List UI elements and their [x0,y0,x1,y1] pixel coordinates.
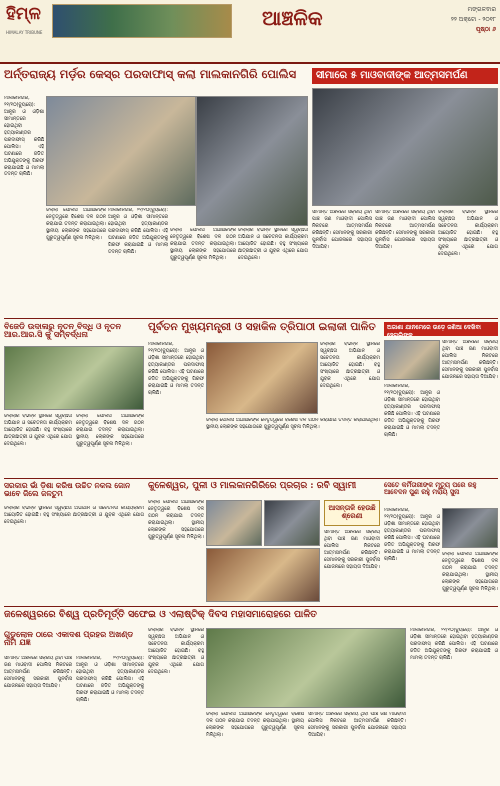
felicitation-headline: ବିଜେଡି ଉଦାଳାରୁ ନୂତନ ବିଦ୍ଧି ଓ ନୂତନ ଆର.ଆର.ସି କୁ ସମ୍ବର୍ଦ୍ଧନା [4,321,122,340]
anniversary-headline: ପୂର୍ବତନ ମୁଖ୍ୟମନ୍ତ୍ରୀ ଓ ସହାକିଳ ତ୍ରିପାଠୀ ଇଲାକୀ ପାଳିତ [148,321,376,333]
felicitation-column-2: ଜିଲ୍ଲା ପୋଲିସ ଅଧୀକ୍ଷକଙ୍କ ନେତୃତ୍ୱରେ ବିଶେଷ ଦଳ ଗଠନ କରାଯାଇ ତଦନ୍ତ କରାଯାଇଥିଲା। ସ୍ଥାନୀୟ ଲୋକଙ୍କ ସହଯୋଗରେ ଗୁରୁତ୍ୱପୂର୍ଣ୍ଣ ସୂଚନା ମିଳିଥିଲା। [76,414,144,447]
surrender-photo [312,88,498,206]
surrender-column-1: ସୀମାନ୍ତ ଅଞ୍ଚଳରେ ସକ୍ରିୟ ଥିବା ପାଞ୍ଚ ଜଣ ମାଓବାଦୀ ପୋଲିସ ନିକଟରେ ଆତ୍ମସମର୍ପଣ କରିଛନ୍ତି। ସେମାନଙ୍କୁ ସରକାରୀ ପୁନର୍ବାସ ଯୋଜନାରେ ସହାୟତା ଦିଆଯିବ। [312,210,372,250]
accident-column-2: ସୀମାନ୍ତ ଅଞ୍ଚଳରେ ସକ୍ରିୟ ଥିବା ପାଞ୍ଚ ଜଣ ମାଓବାଦୀ ପୋଲିସ ନିକଟରେ ଆତ୍ମସମର୍ପଣ କରିଛନ୍ତି। ସେମାନଙ୍କୁ ସରକାରୀ ପୁନର୍ବାସ ଯୋଜନାରେ ସହାୟତା ଦିଆଯିବ। [442,340,498,380]
campaign-photo-3 [206,548,320,602]
lead-column-1: ମାଲକାନଗିରି, ୨୧/୧୦(ବ୍ୟୁରୋ): ଆନ୍ଧ୍ର ଓ ଓଡ଼ିଶା ସୀମାନ୍ତରେ ହୋଇଥିବା ହତ୍ୟାକାଣ୍ଡର ପରଦାଫାସ୍ କରିଛି ପୋଲିସ। ଏହି ଘଟଣାରେ ଜଡିତ ଅଭିଯୁକ୍ତଙ୍କୁ ଗିରଫ କରାଯାଇଛି ଓ ମାମଲା ତଦନ୍ତ ଚାଲିଛି। [4,96,44,178]
column-body: ସୀମାନ୍ତ ଅଞ୍ଚଳରେ ସକ୍ରିୟ ଥିବା ପାଞ୍ଚ ଜଣ ମାଓବାଦୀ ପୋଲିସ ନିକଟରେ ଆତ୍ମସମର୍ପଣ କରିଛନ୍ତି। ସେମାନଙ୍କୁ ସରକାରୀ ପୁନର୍ବାସ ଯୋଜନାରେ ସହାୟତା ଦିଆଯିବ। [324,530,380,570]
lead-column-5: ଜିଲ୍ଲାର ବିଭିନ୍ନ ସ୍ଥାନରେ ସ୍ୱଚ୍ଛତା ଅଭିଯାନ ଓ ସଚେତନତା କାର୍ଯ୍ୟକ୍ରମ ଆୟୋଜିତ ହୋଇଛି। ବହୁ ସଂଖ୍ୟାରେ ଛାତ୍ରଛାତ୍ରୀ ଓ ଯୁବକ ଏଥିରେ ଯୋଗ ଦେଇଥିଲେ। [238,228,308,261]
cleanliness-headline: ଜଳେଶ୍ୱରରେ ବିଶ୍ୱ ପ୍ରତିମୂର୍ତ୍ତି ସଫେଇ ଓ ଏଲାଷ୍ଟିକ୍ ଦିବସ ମହାସମାରୋହରେ ପାଳିତ [4,609,317,620]
anniversary-column-1: ମାଲକାନଗିରି, ୨୧/୧୦(ବ୍ୟୁରୋ): ଆନ୍ଧ୍ର ଓ ଓଡ଼ିଶା ସୀମାନ୍ତରେ ହୋଇଥିବା ହତ୍ୟାକାଣ୍ଡର ପରଦାଫାସ୍ କରିଛି ପୋଲିସ। ଏହି ଘଟଣାରେ ଜଡିତ ଅଭିଯୁକ୍ତଙ୍କୁ ଗିରଫ କରାଯାଇଛି ଓ ମାମଲା ତଦନ୍ତ ଚାଲିଛି। [148,342,204,396]
accident-column-1: ମାଲକାନଗିରି, ୨୧/୧୦(ବ୍ୟୁରୋ): ଆନ୍ଧ୍ର ଓ ଓଡ଼ିଶା ସୀମାନ୍ତରେ ହୋଇଥିବା ହତ୍ୟାକାଣ୍ଡର ପରଦାଫାସ୍ କରିଛି ପୋଲିସ। ଏହି ଘଟଣାରେ ଜଡିତ ଅଭିଯୁକ୍ତଙ୍କୁ ଗିରଫ କରାଯାଇଛି ଓ ମାମଲା ତଦନ୍ତ ଚାଲିଛି। [384,384,440,438]
divider [4,318,498,319]
masthead-banner-image [52,4,232,38]
campaign-headline: କୁଳେଶ୍ୱର, ପୁଳୀ ଓ ମାଲକାନଗିରିରେ ପ୍ରଚାର : ରବି ସ୍ୱାମୀ [148,481,357,491]
campaign-column-1: ଜିଲ୍ଲା ପୋଲିସ ଅଧୀକ୍ଷକଙ୍କ ନେତୃତ୍ୱରେ ବିଶେଷ ଦଳ ଗଠନ କରାଯାଇ ତଦନ୍ତ କରାଯାଇଥିଲା। ସ୍ଥାନୀୟ ଲୋକଙ୍କ ସହଯୋଗରେ ଗୁରୁତ୍ୱପୂର୍ଣ୍ଣ ସୂଚନା ମିଳିଥିଲା। [148,500,204,540]
employee-column-2: ଜିଲ୍ଲା ପୋଲିସ ଅଧୀକ୍ଷକଙ୍କ ନେତୃତ୍ୱରେ ବିଶେଷ ଦଳ ଗଠନ କରାଯାଇ ତଦନ୍ତ କରାଯାଇଥିଲା। ସ୍ଥାନୀୟ ଲୋକଙ୍କ ସହଯୋଗରେ ଗୁରୁତ୍ୱପୂର୍ଣ୍ଣ ସୂଚନା ମିଳିଥିଲା। [442,552,498,592]
dateline [410,4,496,36]
anniversary-column-3: ଜିଲ୍ଲା ପୋଲିସ ଅଧୀକ୍ଷକଙ୍କ ନେତୃତ୍ୱରେ ବିଶେଷ ଦଳ ଗଠନ କରାଯାଇ ତଦନ୍ତ କରାଯାଇଥିଲା। ସ୍ଥାନୀୟ ଲୋକଙ୍କ ସହଯୋଗରେ ଗୁରୁତ୍ୱପୂର୍ଣ୍ଣ ସୂଚନା ମିଳିଥିଲା। [206,418,380,430]
copying-headline: ସରକାର ଭାଁ ଡ଼ିଶା କରିଷ ଉଚ୍ଚିତ ନକଲ ଜୋନ ଭାବେ ଜିଲେ ଜଳତୁମ [4,481,131,498]
lead-photo-2 [196,96,308,226]
issue-date: ୨୨ ଅକ୍ଟୋ - ୨୦୧୮ [450,16,496,23]
newspaper-logo: ହିମ୍ଳ [6,4,41,24]
page-number: ପୃଷ୍ଠା ୬ [475,26,496,33]
logo-tagline: HIMALAY TRIBUNE [6,30,43,35]
felicitation-column-1: ଜିଲ୍ଲାର ବିଭିନ୍ନ ସ୍ଥାନରେ ସ୍ୱଚ୍ଛତା ଅଭିଯାନ ଓ ସଚେତନତା କାର୍ଯ୍ୟକ୍ରମ ଆୟୋଜିତ ହୋଇଛି। ବହୁ ସଂଖ୍ୟାରେ ଛାତ୍ରଛାତ୍ରୀ ଓ ଯୁବକ ଏଥିରେ ଯୋଗ ଦେଇଥିଲେ। [4,414,72,447]
employee-column-1: ମାଲକାନଗିରି, ୨୧/୧୦(ବ୍ୟୁରୋ): ଆନ୍ଧ୍ର ଓ ଓଡ଼ିଶା ସୀମାନ୍ତରେ ହୋଇଥିବା ହତ୍ୟାକାଣ୍ଡର ପରଦାଫାସ୍ କରିଛି ପୋଲିସ। ଏହି ଘଟଣାରେ ଜଡିତ ଅଭିଯୁକ୍ତଙ୍କୁ ଗିରଫ କରାଯାଇଛି ଓ ମାମଲା ତଦନ୍ତ ଚାଲିଛି। [384,508,440,562]
employee-photo [442,508,498,548]
yagna-headline: ଗୁଡୁଲୋଳ ଠାରେ ଏକାଦଶ ପ୍ରହର ଅଖଣ୍ଡ ନାମ ଯଜ୍ଞ [4,629,134,648]
surrender-column-3: ଜିଲ୍ଲାର ବିଭିନ୍ନ ସ୍ଥାନରେ ସ୍ୱଚ୍ଛତା ଅଭିଯାନ ଓ ସଚେତନତା କାର୍ଯ୍ୟକ୍ରମ ଆୟୋଜିତ ହୋଇଛି। ବହୁ ସଂଖ୍ୟାରେ ଛାତ୍ରଛାତ୍ରୀ ଓ ଯୁବକ ଏଥିରେ ଯୋଗ ଦେଇଥିଲେ। [438,210,498,257]
employee-headline: ସେତେ କର୍ମିତାରୀଙ୍କ ମୃତ୍ୟୁ ପରେ ରହୁ ଆବେଦନ ପୁଣ ରହୁ ମରାୟ ସୁନା [384,481,477,496]
divider [4,606,498,607]
surrender-column-2: ସୀମାନ୍ତ ଅଞ୍ଚଳରେ ସକ୍ରିୟ ଥିବା ପାଞ୍ଚ ଜଣ ମାଓବାଦୀ ପୋଲିସ ନିକଟରେ ଆତ୍ମସମର୍ପଣ କରିଛନ୍ତି। ସେମାନଙ୍କୁ ସରକାରୀ ପୁନର୍ବାସ ଯୋଜନାରେ ସହାୟତା ଦିଆଯିବ। [375,210,435,250]
weekday: ମଙ୍ଗଳବାର [467,6,496,13]
anniversary-photo [206,342,318,414]
surrender-headline: ସୀମାରେ ୫ ମାଓବାଦୀଙ୍କ ଆତ୍ମସମର୍ପଣ [312,68,498,84]
yagna-column-1: ସୀମାନ୍ତ ଅଞ୍ଚଳରେ ସକ୍ରିୟ ଥିବା ପାଞ୍ଚ ଜଣ ମାଓବାଦୀ ପୋଲିସ ନିକଟରେ ଆତ୍ମସମର୍ପଣ କରିଛନ୍ତି। ସେମାନଙ୍କୁ ସରକାରୀ ପୁନର୍ବାସ ଯୋଜନାରେ ସହାୟତା ଦିଆଯିବ। [4,656,72,689]
cleanliness-photo [206,628,406,708]
lead-photo [46,96,196,206]
cleanliness-column-4: ମାଲକାନଗିରି, ୨୧/୧୦(ବ୍ୟୁରୋ): ଆନ୍ଧ୍ର ଓ ଓଡ଼ିଶା ସୀମାନ୍ତରେ ହୋଇଥିବା ହତ୍ୟାକାଣ୍ଡର ପରଦାଫାସ୍ କରିଛି ପୋଲିସ। ଏହି ଘଟଣାରେ ଜଡିତ ଅଭିଯୁକ୍ତଙ୍କୁ ଗିରଫ କରାଯାଇଛି ଓ ମାମଲା ତଦନ୍ତ ଚାଲିଛି। [410,628,498,661]
section-title: ଆଞ୍ଚଳିକ [262,6,323,30]
lead-headline: ଅର୍ନ୍ତରାଜ୍ୟ ମର୍ଡ଼ର କେସ୍‌ର ପରଦାଫାସ୍ କଲା ମାଲକାନଗିରି ପୋଲିସ [4,67,297,81]
campaign-photo-1 [206,500,262,546]
copying-body: ଜିଲ୍ଲାର ବିଭିନ୍ନ ସ୍ଥାନରେ ସ୍ୱଚ୍ଛତା ଅଭିଯାନ ଓ ସଚେତନତା କାର୍ଯ୍ୟକ୍ରମ ଆୟୋଜିତ ହୋଇଛି। ବହୁ ସଂଖ୍ୟାରେ ଛାତ୍ରଛାତ୍ରୀ ଓ ଯୁବକ ଏଥିରେ ଯୋଗ ଦେଇଥିଲେ। [4,506,144,525]
yagna-column-2: ମାଲକାନଗିରି, ୨୧/୧୦(ବ୍ୟୁରୋ): ଆନ୍ଧ୍ର ଓ ଓଡ଼ିଶା ସୀମାନ୍ତରେ ହୋଇଥିବା ହତ୍ୟାକାଣ୍ଡର ପରଦାଫାସ୍ କରିଛି ପୋଲିସ। ଏହି ଘଟଣାରେ ଜଡିତ ଅଭିଯୁକ୍ତଙ୍କୁ ଗିରଫ କରାଯାଇଛି ଓ ମାମଲା ତଦନ୍ତ ଚାଲିଛି। [76,656,144,703]
divider [4,478,498,479]
anniversary-column-2: ଜିଲ୍ଲାର ବିଭିନ୍ନ ସ୍ଥାନରେ ସ୍ୱଚ୍ଛତା ଅଭିଯାନ ଓ ସଚେତନତା କାର୍ଯ୍ୟକ୍ରମ ଆୟୋଜିତ ହୋଇଛି। ବହୁ ସଂଖ୍ୟାରେ ଛାତ୍ରଛାତ୍ରୀ ଓ ଯୁବକ ଏଥିରେ ଯୋଗ ଦେଇଥିଲେ। [320,342,380,389]
campaign-photo-2 [264,500,320,546]
cleanliness-column-3: ସୀମାନ୍ତ ଅଞ୍ଚଳରେ ସକ୍ରିୟ ଥିବା ପାଞ୍ଚ ଜଣ ମାଓବାଦୀ ପୋଲିସ ନିକଟରେ ଆତ୍ମସମର୍ପଣ କରିଛନ୍ତି। ସେମାନଙ୍କୁ ସରକାରୀ ପୁନର୍ବାସ ଯୋଜନାରେ ସହାୟତା ଦିଆଯିବ। [308,712,406,738]
accident-headline: ଅଜାଣା ଯାନମେରେ ଉଡ଼େ ଜଣିଆ ଦେଖିବା ହେଗୁଲିଙ୍କ [384,322,498,336]
cleanliness-column-1: ଜିଲ୍ଲାର ବିଭିନ୍ନ ସ୍ଥାନରେ ସ୍ୱଚ୍ଛତା ଅଭିଯାନ ଓ ସଚେତନତା କାର୍ଯ୍ୟକ୍ରମ ଆୟୋଜିତ ହୋଇଛି। ବହୁ ସଂଖ୍ୟାରେ ଛାତ୍ରଛାତ୍ରୀ ଓ ଯୁବକ ଏଥିରେ ଯୋଗ ଦେଇଥିଲେ। [148,628,204,675]
lead-column-2: ଜିଲ୍ଲା ପୋଲିସ ଅଧୀକ୍ଷକଙ୍କ ନେତୃତ୍ୱରେ ବିଶେଷ ଦଳ ଗଠନ କରାଯାଇ ତଦନ୍ତ କରାଯାଇଥିଲା। ସ୍ଥାନୀୟ ଲୋକଙ୍କ ସହଯୋଗରେ ଗୁରୁତ୍ୱପୂର୍ଣ୍ଣ ସୂଚନା ମିଳିଥିଲା। [46,208,106,241]
column-badge: ଆସନ୍ତାଳି ହେଉଛି ଶ୍ରେଣୀ [324,500,380,526]
lead-column-3: ମାଲକାନଗିରି, ୨୧/୧୦(ବ୍ୟୁରୋ): ଆନ୍ଧ୍ର ଓ ଓଡ଼ିଶା ସୀମାନ୍ତରେ ହୋଇଥିବା ହତ୍ୟାକାଣ୍ଡର ପରଦାଫାସ୍ କରିଛି ପୋଲିସ। ଏହି ଘଟଣାରେ ଜଡିତ ଅଭିଯୁକ୍ତଙ୍କୁ ଗିରଫ କରାଯାଇଛି ଓ ମାମଲା ତଦନ୍ତ ଚାଲିଛି। [108,208,168,255]
lead-column-4: ଜିଲ୍ଲା ପୋଲିସ ଅଧୀକ୍ଷକଙ୍କ ନେତୃତ୍ୱରେ ବିଶେଷ ଦଳ ଗଠନ କରାଯାଇ ତଦନ୍ତ କରାଯାଇଥିଲା। ସ୍ଥାନୀୟ ଲୋକଙ୍କ ସହଯୋଗରେ ଗୁରୁତ୍ୱପୂର୍ଣ୍ଣ ସୂଚନା ମିଳିଥିଲା। [170,228,236,261]
felicitation-photo [4,346,144,410]
accident-photo [384,340,440,380]
cleanliness-column-2: ଜିଲ୍ଲା ପୋଲିସ ଅଧୀକ୍ଷକଙ୍କ ନେତୃତ୍ୱରେ ବିଶେଷ ଦଳ ଗଠନ କରାଯାଇ ତଦନ୍ତ କରାଯାଇଥିଲା। ସ୍ଥାନୀୟ ଲୋକଙ୍କ ସହଯୋଗରେ ଗୁରୁତ୍ୱପୂର୍ଣ୍ଣ ସୂଚନା ମିଳିଥିଲା। [206,712,304,738]
